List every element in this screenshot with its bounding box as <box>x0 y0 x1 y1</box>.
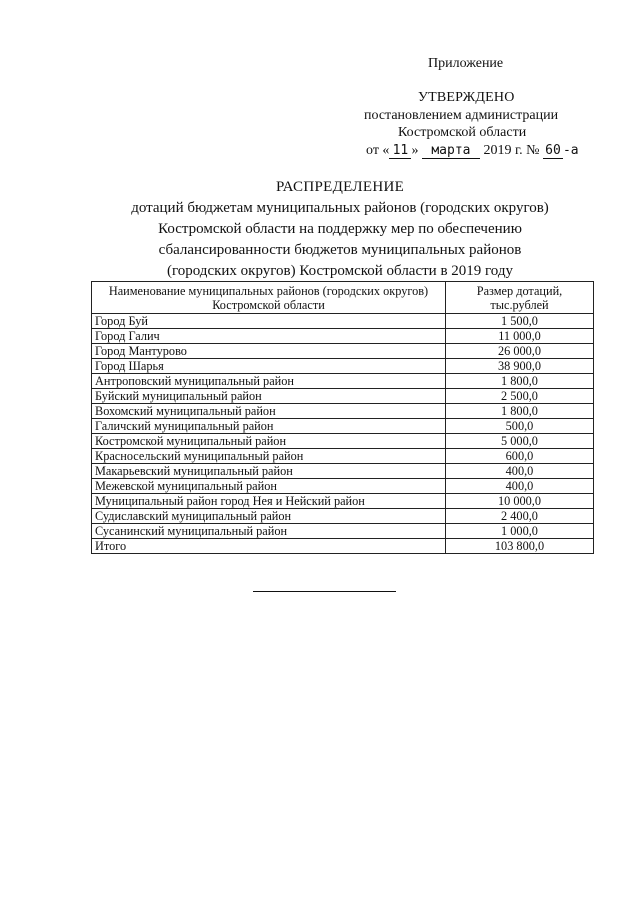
table-row <box>92 494 594 509</box>
row-name: Город Шарья <box>92 359 446 374</box>
row-value: 38 900,0 <box>446 359 594 374</box>
row-name: Муниципальный район город Нея и Нейский район <box>92 494 446 509</box>
approved-label: УТВЕРЖДЕНО <box>418 90 515 105</box>
table-row <box>92 419 594 434</box>
row-value: 1 000,0 <box>446 524 594 539</box>
document-title <box>90 177 590 282</box>
title-line-1: дотаций бюджетам муниципальных районов (городских округов) <box>131 200 549 216</box>
row-name: Судиславский муниципальный район <box>92 509 446 524</box>
table-row <box>92 509 594 524</box>
date-month: марта <box>422 144 480 159</box>
table-row <box>92 329 594 344</box>
table-row <box>92 314 594 329</box>
row-value: 500,0 <box>446 419 594 434</box>
row-name: Буйский муниципальный район <box>92 389 446 404</box>
table-row <box>92 374 594 389</box>
date-mid: » <box>411 143 419 158</box>
row-value: 10 000,0 <box>446 494 594 509</box>
document-number: 60 <box>543 144 563 159</box>
table-row <box>92 524 594 539</box>
row-value: 11 000,0 <box>446 329 594 344</box>
row-name: Макарьевский муниципальный район <box>92 464 446 479</box>
approval-date-line <box>366 143 579 159</box>
row-name: Сусанинский муниципальный район <box>92 524 446 539</box>
approval-line-2: Костромской области <box>398 125 527 140</box>
row-name: Костромской муниципальный район <box>92 434 446 449</box>
table-total-row <box>92 539 594 554</box>
total-value: 103 800,0 <box>446 539 594 554</box>
date-prefix: от « <box>366 143 390 158</box>
row-name: Город Галич <box>92 329 446 344</box>
row-value: 600,0 <box>446 449 594 464</box>
row-name: Город Буй <box>92 314 446 329</box>
row-name: Город Мантурово <box>92 344 446 359</box>
row-name: Красносельский муниципальный район <box>92 449 446 464</box>
approval-line-1: постановлением администрации <box>364 108 559 123</box>
column-header-value: Размер дотаций, тыс.рублей <box>446 282 594 314</box>
table-header-row <box>92 282 594 314</box>
closing-divider <box>253 590 396 592</box>
row-value: 2 500,0 <box>446 389 594 404</box>
title-line-2: Костромской области на поддержку мер по обеспечению <box>158 221 522 237</box>
title-line-3: сбалансированности бюджетов муниципальных районов <box>158 242 522 258</box>
title-heading: РАСПРЕДЕЛЕНИЕ <box>275 179 405 195</box>
table-row <box>92 434 594 449</box>
date-year: 2019 г. № <box>483 143 540 158</box>
row-value: 26 000,0 <box>446 344 594 359</box>
row-value: 1 800,0 <box>446 404 594 419</box>
row-value: 1 800,0 <box>446 374 594 389</box>
row-value: 1 500,0 <box>446 314 594 329</box>
date-day: 11 <box>389 144 411 159</box>
table-row <box>92 344 594 359</box>
document-number-suffix: -а <box>562 143 579 158</box>
row-name: Галичский муниципальный район <box>92 419 446 434</box>
row-name: Вохомский муниципальный район <box>92 404 446 419</box>
row-value: 5 000,0 <box>446 434 594 449</box>
title-line-4: (городских округов) Костромской области в 2019 году <box>166 263 514 279</box>
table-row <box>92 479 594 494</box>
row-value: 2 400,0 <box>446 509 594 524</box>
subsidy-table <box>91 281 594 554</box>
table-row <box>92 404 594 419</box>
table-row <box>92 449 594 464</box>
row-name: Антроповский муниципальный район <box>92 374 446 389</box>
appendix-label: Приложение <box>428 56 504 71</box>
column-header-name: Наименование муниципальных районов (городских округов) Костромской области <box>92 282 446 314</box>
table-row <box>92 359 594 374</box>
table-row <box>92 464 594 479</box>
row-name: Межевской муниципальный район <box>92 479 446 494</box>
total-label: Итого <box>92 539 446 554</box>
row-value: 400,0 <box>446 464 594 479</box>
table-row <box>92 389 594 404</box>
row-value: 400,0 <box>446 479 594 494</box>
